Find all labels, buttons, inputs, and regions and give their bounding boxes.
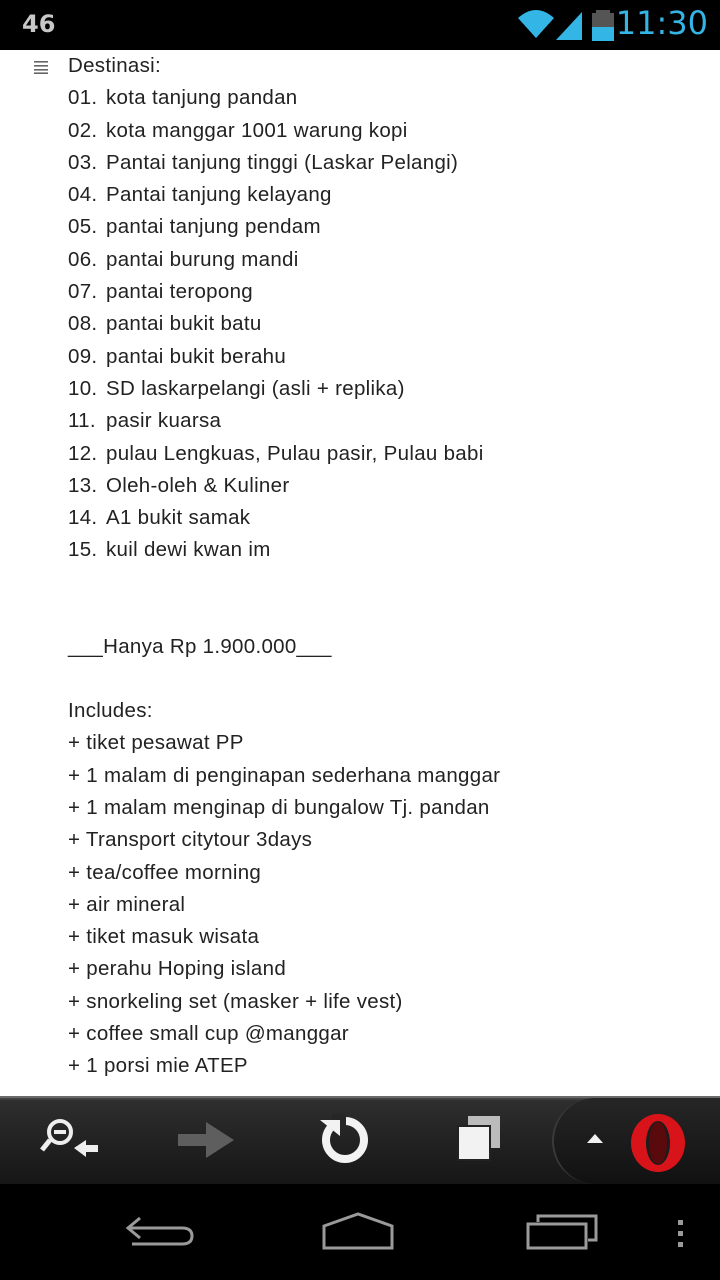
destination-name: Pantai tanjung tinggi (Laskar Pelangi) bbox=[106, 150, 459, 174]
destination-number: 10. bbox=[68, 376, 98, 400]
destination-item bbox=[68, 276, 708, 308]
destination-item bbox=[68, 82, 708, 114]
destination-number: 11. bbox=[68, 409, 96, 433]
zoom-back-icon[interactable] bbox=[34, 1110, 104, 1170]
wifi-icon bbox=[518, 10, 554, 38]
destination-name: Oleh-oleh & Kuliner bbox=[106, 473, 290, 497]
destinations-heading: Destinasi: bbox=[68, 54, 162, 77]
destination-number: 05. bbox=[68, 215, 98, 239]
destination-number: 04. bbox=[68, 183, 98, 207]
destination-number: 09. bbox=[68, 344, 98, 368]
destination-item bbox=[68, 438, 708, 470]
destination-number: 06. bbox=[68, 247, 98, 271]
reload-icon[interactable] bbox=[310, 1110, 380, 1170]
destination-item bbox=[68, 502, 708, 534]
include-item: + perahu Hoping island bbox=[68, 957, 287, 981]
destination-item bbox=[68, 115, 708, 147]
article-text bbox=[68, 50, 708, 1083]
destination-item bbox=[68, 341, 708, 373]
battery-icon bbox=[592, 10, 614, 41]
destination-list bbox=[68, 82, 708, 566]
include-item: + 1 malam menginap di bungalow Tj. pandan bbox=[68, 795, 490, 819]
destination-number: 13. bbox=[68, 473, 98, 497]
overflow-menu-icon[interactable] bbox=[660, 1204, 700, 1254]
destination-name: Pantai tanjung kelayang bbox=[106, 183, 332, 207]
destination-name: pantai teropong bbox=[106, 280, 253, 304]
include-item: + tiket masuk wisata bbox=[68, 925, 260, 949]
price-text: ___Hanya Rp 1.900.000___ bbox=[68, 634, 332, 658]
include-item: + coffee small cup @manggar bbox=[68, 1022, 349, 1046]
destination-name: kota tanjung pandan bbox=[106, 86, 298, 110]
signal-icon bbox=[556, 12, 582, 40]
document-icon bbox=[34, 60, 50, 74]
destination-name: pulau Lengkuas, Pulau pasir, Pulau babi bbox=[106, 441, 484, 465]
destination-name: kuil dewi kwan im bbox=[106, 538, 271, 562]
destination-number: 12. bbox=[68, 441, 98, 465]
opera-logo-icon[interactable] bbox=[626, 1112, 690, 1174]
include-item: + 1 malam di penginapan sederhana manggar bbox=[68, 763, 501, 787]
destination-item bbox=[68, 211, 708, 243]
include-item: + Transport citytour 3days bbox=[68, 828, 313, 852]
home-icon[interactable] bbox=[318, 1204, 398, 1254]
destination-number: 07. bbox=[68, 280, 98, 304]
notification-count: 46 bbox=[22, 10, 56, 38]
destination-number: 14. bbox=[68, 506, 98, 530]
menu-up-icon[interactable] bbox=[584, 1128, 606, 1150]
navigation-bar bbox=[0, 1184, 720, 1280]
clock: 11:30 bbox=[615, 4, 708, 42]
include-item: + air mineral bbox=[68, 892, 186, 916]
destination-name: pantai bukit berahu bbox=[106, 344, 287, 368]
destination-name: pantai bukit batu bbox=[106, 312, 262, 336]
page-content[interactable] bbox=[0, 50, 720, 1096]
destination-item bbox=[68, 470, 708, 502]
destination-name: A1 bukit samak bbox=[106, 506, 251, 530]
destination-item bbox=[68, 405, 708, 437]
destination-item bbox=[68, 147, 708, 179]
destination-item bbox=[68, 179, 708, 211]
destination-name: pantai burung mandi bbox=[106, 247, 299, 271]
tabs-icon[interactable] bbox=[446, 1110, 516, 1170]
recent-apps-icon[interactable] bbox=[520, 1204, 600, 1254]
back-icon[interactable] bbox=[120, 1204, 200, 1254]
destination-number: 03. bbox=[68, 150, 98, 174]
destination-number: 02. bbox=[68, 118, 98, 142]
status-bar bbox=[0, 0, 720, 50]
destination-item bbox=[68, 373, 708, 405]
include-item: + 1 porsi mie ATEP bbox=[68, 1054, 248, 1078]
destination-name: kota manggar 1001 warung kopi bbox=[106, 118, 408, 142]
destination-name: pantai tanjung pendam bbox=[106, 215, 321, 239]
opera-menu-area[interactable] bbox=[552, 1098, 720, 1184]
destination-number: 15. bbox=[68, 538, 98, 562]
destination-item bbox=[68, 534, 708, 566]
destination-number: 01. bbox=[68, 86, 98, 110]
browser-toolbar bbox=[0, 1096, 720, 1184]
include-item: + tea/coffee morning bbox=[68, 860, 262, 884]
includes-heading: Includes: bbox=[68, 699, 153, 723]
destination-number: 08. bbox=[68, 312, 98, 336]
include-item: + tiket pesawat PP bbox=[68, 731, 244, 755]
status-icons bbox=[516, 8, 616, 42]
destination-name: pasir kuarsa bbox=[106, 409, 222, 433]
destination-item bbox=[68, 308, 708, 340]
destination-name: SD laskarpelangi (asli + replika) bbox=[106, 376, 405, 400]
forward-arrow-icon[interactable] bbox=[172, 1110, 242, 1170]
destination-item bbox=[68, 244, 708, 276]
includes-list bbox=[68, 727, 708, 1082]
include-item: + snorkeling set (masker + life vest) bbox=[68, 989, 403, 1013]
